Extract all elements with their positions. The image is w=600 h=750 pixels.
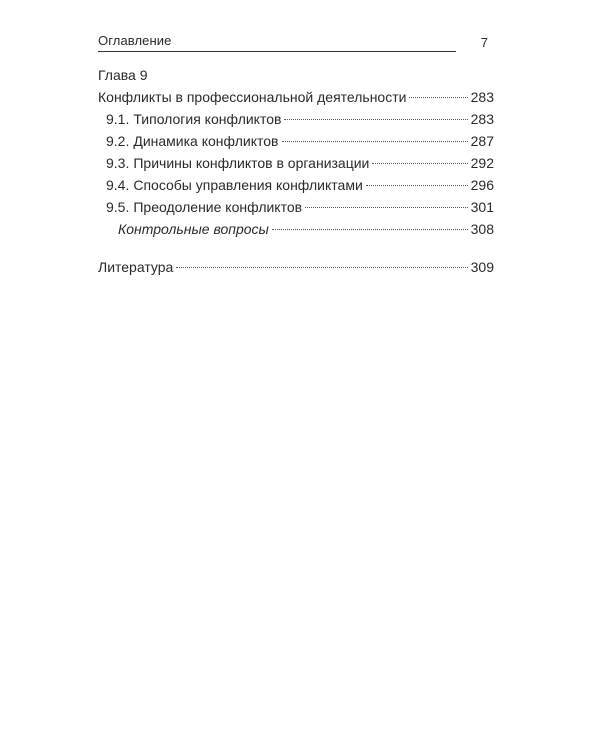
table-of-contents bbox=[98, 64, 494, 278]
running-header-title: Оглавление bbox=[98, 33, 172, 48]
dot-leader bbox=[372, 163, 467, 164]
dot-leader bbox=[284, 119, 467, 120]
toc-entry-number: 9.2. bbox=[106, 133, 130, 149]
toc-entry-number: 9.1. bbox=[106, 111, 130, 127]
dot-leader bbox=[366, 185, 468, 186]
toc-entry-text: Способы управления конфликтами bbox=[133, 177, 363, 193]
toc-entry-page: 301 bbox=[470, 199, 494, 215]
toc-entry-text: Типология конфликтов bbox=[133, 111, 282, 127]
toc-entry-text: Динамика конфликтов bbox=[133, 133, 279, 149]
toc-entry-number: 9.4. bbox=[106, 177, 130, 193]
toc-entry-section-9-3[interactable] bbox=[98, 152, 494, 174]
toc-entry-text: Причины конфликтов в организации bbox=[133, 155, 370, 171]
dot-leader bbox=[282, 141, 468, 142]
dot-leader bbox=[272, 229, 468, 230]
dot-leader bbox=[176, 267, 467, 268]
toc-entry-control-questions[interactable] bbox=[98, 218, 494, 240]
toc-entry-text: Контрольные вопросы bbox=[118, 221, 269, 237]
page-header bbox=[98, 33, 494, 53]
toc-entry-chapter-9[interactable] bbox=[98, 86, 494, 108]
page-number: 7 bbox=[480, 35, 488, 50]
chapter-label: Глава 9 bbox=[98, 67, 148, 83]
toc-entry-page: 283 bbox=[470, 111, 494, 127]
toc-entry-section-9-1[interactable] bbox=[98, 108, 494, 130]
toc-entry-number: 9.3. bbox=[106, 155, 130, 171]
toc-entry-literature[interactable] bbox=[98, 256, 494, 278]
toc-entry-section-9-2[interactable] bbox=[98, 130, 494, 152]
toc-entry-text: Литература bbox=[98, 259, 174, 275]
toc-entry-page: 292 bbox=[470, 155, 494, 171]
toc-entry-text: Преодоление конфликтов bbox=[133, 199, 303, 215]
toc-entry-number: 9.5. bbox=[106, 199, 130, 215]
toc-entry-page: 287 bbox=[470, 133, 494, 149]
toc-entry-page: 308 bbox=[470, 221, 494, 237]
header-rule bbox=[98, 51, 456, 52]
toc-entry-page: 296 bbox=[470, 177, 494, 193]
dot-leader bbox=[409, 97, 467, 98]
dot-leader bbox=[305, 207, 468, 208]
toc-entry-section-9-5[interactable] bbox=[98, 196, 494, 218]
section-spacer bbox=[98, 240, 494, 256]
toc-entry-page: 283 bbox=[470, 89, 494, 105]
toc-entry-page: 309 bbox=[470, 259, 494, 275]
toc-entry-section-9-4[interactable] bbox=[98, 174, 494, 196]
toc-entry-text: Конфликты в профессиональной деятельности bbox=[98, 89, 407, 105]
